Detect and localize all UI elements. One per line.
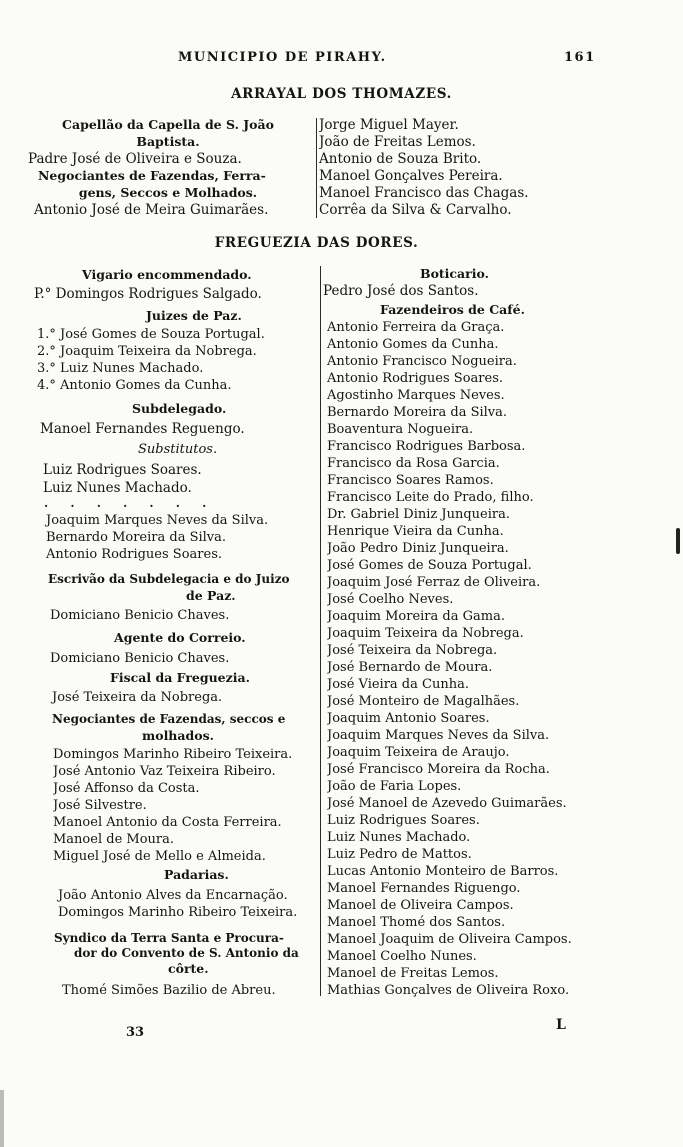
entry-name: Antonio José de Meira Guimarães. <box>34 202 269 218</box>
fazendeiro-name: Francisco Rodrigues Barbosa. <box>327 439 526 454</box>
fazendeiro-name: Antonio Francisco Nogueira. <box>327 354 517 369</box>
juiz-name: Antonio Gomes da Cunha. <box>60 378 232 393</box>
section-title-arrayal: ARRAYAL DOS THOMAZES. <box>231 86 452 102</box>
escrivao-name: Domiciano Benicio Chaves. <box>50 608 230 623</box>
fazendeiro-name: José Monteiro de Magalhães. <box>327 694 520 709</box>
fazendeiro-name: Manoel Coelho Nunes. <box>327 949 477 964</box>
scan-mark <box>676 528 680 554</box>
substituto-name: Luiz Nunes Machado. <box>43 480 192 496</box>
fazendeiro-name: Luiz Nunes Machado. <box>327 830 471 845</box>
negociante-name: José Affonso da Costa. <box>53 781 200 796</box>
heading-escrivao: Escrivão da Subdelegacia e do Juizo <box>48 572 290 586</box>
fazendeiro-name: João Pedro Diniz Junqueira. <box>327 541 509 556</box>
merchant-name: Manoel Francisco das Chagas. <box>319 185 529 201</box>
heading-substitutos: Substitutos. <box>138 442 218 457</box>
juiz-name: Joaquim Teixeira da Nobrega. <box>60 344 257 359</box>
fiscal-name: José Teixeira da Nobrega. <box>52 690 223 705</box>
fazendeiro-name: Luiz Rodrigues Soares. <box>327 813 480 828</box>
merchant-name: João de Freitas Lemos. <box>319 134 476 150</box>
entry-name: Padre José de Oliveira e Souza. <box>28 151 242 167</box>
merchant-name: Corrêa da Silva & Carvalho. <box>319 202 512 218</box>
heading-fazendeiros: Fazendeiros de Café. <box>380 302 525 317</box>
section-title-freguezia: FREGUEZIA DAS DORES. <box>214 235 419 251</box>
merchant-name: Manoel Gonçalves Pereira. <box>319 168 503 184</box>
fazendeiro-name: Antonio Ferreira da Graça. <box>327 320 505 335</box>
juiz-ordinal: 2.° <box>37 344 56 359</box>
running-title: MUNICIPIO DE PIRAHY. <box>178 50 387 65</box>
merchant-name: Jorge Miguel Mayer. <box>319 117 459 133</box>
substituto-name: Antonio Rodrigues Soares. <box>46 547 222 562</box>
fazendeiro-name: José Gomes de Souza Portugal. <box>327 558 532 573</box>
fazendeiro-name: Henrique Vieira da Cunha. <box>327 524 504 539</box>
entry-title: Baptista. <box>136 134 200 149</box>
heading-boticario: Boticario. <box>420 266 489 281</box>
fazendeiro-name: Joaquim Teixeira da Nobrega. <box>327 626 524 641</box>
fazendeiro-name: José Bernardo de Moura. <box>327 660 493 675</box>
fazendeiro-name: Joaquim Antonio Soares. <box>327 711 490 726</box>
fazendeiro-name: Joaquim Teixeira de Araujo. <box>327 745 510 760</box>
merchant-name: Antonio de Souza Brito. <box>319 151 482 167</box>
agente-name: Domiciano Benicio Chaves. <box>50 651 230 666</box>
fazendeiro-name: Antonio Gomes da Cunha. <box>327 337 499 352</box>
fazendeiro-name: Antonio Rodrigues Soares. <box>327 371 503 386</box>
fazendeiro-name: Agostinho Marques Neves. <box>327 388 505 403</box>
fazendeiro-name: José Francisco Moreira da Rocha. <box>327 762 550 777</box>
gathering-mark: L <box>556 1017 566 1033</box>
entry-title: Capellão da Capella de S. João <box>62 117 274 132</box>
fazendeiro-name: Joaquim Marques Neves da Silva. <box>327 728 550 743</box>
arrayal-right-column <box>319 117 649 219</box>
substituto-name: Bernardo Moreira da Silva. <box>46 530 227 545</box>
negociante-name: Miguel José de Mello e Almeida. <box>53 849 266 864</box>
negociante-name: José Silvestre. <box>53 798 147 813</box>
juiz-ordinal: 3.° <box>37 361 56 376</box>
heading-syndico-cont: dor do Convento de S. Antonio da <box>74 946 299 960</box>
juiz-name: Luiz Nunes Machado. <box>60 361 204 376</box>
padaria-name: Domingos Marinho Ribeiro Teixeira. <box>58 905 298 920</box>
heading-vigario: Vigario encommendado. <box>82 267 252 282</box>
leader-dots: . . . . . . . <box>44 496 216 510</box>
fazendeiro-name: Luiz Pedro de Mattos. <box>327 847 472 862</box>
entry-title: gens, Seccos e Molhados. <box>78 185 258 200</box>
negociante-name: Domingos Marinho Ribeiro Teixeira. <box>53 747 293 762</box>
fazendeiro-name: Manoel de Freitas Lemos. <box>327 966 499 981</box>
fazendeiro-name: Francisco Leite do Prado, filho. <box>327 490 534 505</box>
negociante-name: José Antonio Vaz Teixeira Ribeiro. <box>53 764 276 779</box>
fazendeiro-name: Manoel Fernandes Riguengo. <box>327 881 521 896</box>
juiz-item <box>37 344 257 359</box>
fazendeiros-list <box>327 319 617 999</box>
negociante-name: Manoel Antonio da Costa Ferreira. <box>53 815 282 830</box>
heading-escrivao-cont: de Paz. <box>186 588 236 603</box>
fazendeiro-name: Dr. Gabriel Diniz Junqueira. <box>327 507 510 522</box>
juiz-item <box>37 327 265 342</box>
fazendeiro-name: Lucas Antonio Monteiro de Barros. <box>327 864 559 879</box>
page-number: 161 <box>564 50 596 65</box>
heading-agente: Agente do Correio. <box>114 630 246 645</box>
heading-subdelegado: Subdelegado. <box>132 401 227 416</box>
fazendeiro-name: Boaventura Nogueira. <box>327 422 474 437</box>
padaria-name: João Antonio Alves da Encarnação. <box>58 888 288 903</box>
boticario-name: Pedro José dos Santos. <box>323 283 479 299</box>
fazendeiro-name: Manoel de Oliveira Campos. <box>327 898 514 913</box>
heading-negociantes: Negociantes de Fazendas, seccos e <box>52 712 286 726</box>
fazendeiro-name: Bernardo Moreira da Silva. <box>327 405 508 420</box>
fazendeiro-name: João de Faria Lopes. <box>327 779 462 794</box>
substituto-name: Luiz Rodrigues Soares. <box>43 462 202 478</box>
negociante-name: Manoel de Moura. <box>53 832 174 847</box>
substituto-name: Joaquim Marques Neves da Silva. <box>46 513 269 528</box>
juiz-item <box>37 378 232 393</box>
fazendeiro-name: Manoel Thomé dos Santos. <box>327 915 506 930</box>
fazendeiro-name: Joaquim José Ferraz de Oliveira. <box>327 575 541 590</box>
juiz-ordinal: 4.° <box>37 378 56 393</box>
fazendeiro-name: José Manoel de Azevedo Guimarães. <box>327 796 567 811</box>
scan-edge <box>0 1090 4 1147</box>
fazendeiro-name: José Vieira da Cunha. <box>327 677 469 692</box>
entry-title: Negociantes de Fazendas, Ferra- <box>38 168 266 183</box>
fazendeiro-name: Mathias Gonçalves de Oliveira Roxo. <box>327 983 570 998</box>
juiz-name: José Gomes de Souza Portugal. <box>60 327 265 342</box>
fazendeiro-name: Francisco Soares Ramos. <box>327 473 494 488</box>
heading-syndico-cont: côrte. <box>168 961 209 976</box>
fazendeiro-name: Francisco da Rosa Garcia. <box>327 456 500 471</box>
heading-juizes: Juizes de Paz. <box>146 308 242 323</box>
freguezia-left-column <box>0 0 340 1147</box>
fazendeiro-name: Joaquim Moreira da Gama. <box>327 609 505 624</box>
heading-negociantes-cont: molhados. <box>142 728 214 743</box>
juiz-item <box>37 361 203 376</box>
fazendeiro-name: José Coelho Neves. <box>327 592 454 607</box>
vigario-name: P.° Domingos Rodrigues Salgado. <box>34 286 262 302</box>
fazendeiro-name: Manoel Joaquim de Oliveira Campos. <box>327 932 572 947</box>
heading-syndico: Syndico da Terra Santa e Procura- <box>54 931 284 945</box>
juiz-ordinal: 1.° <box>37 327 56 342</box>
heading-padarias: Padarias. <box>164 867 229 882</box>
syndico-name: Thomé Simões Bazilio de Abreu. <box>62 983 276 998</box>
negociantes-list <box>53 746 292 865</box>
subdelegado-name: Manoel Fernandes Reguengo. <box>40 421 245 437</box>
fazendeiro-name: José Teixeira da Nobrega. <box>327 643 498 658</box>
heading-fiscal: Fiscal da Freguezia. <box>110 670 250 685</box>
signature-mark: 33 <box>126 1025 145 1040</box>
